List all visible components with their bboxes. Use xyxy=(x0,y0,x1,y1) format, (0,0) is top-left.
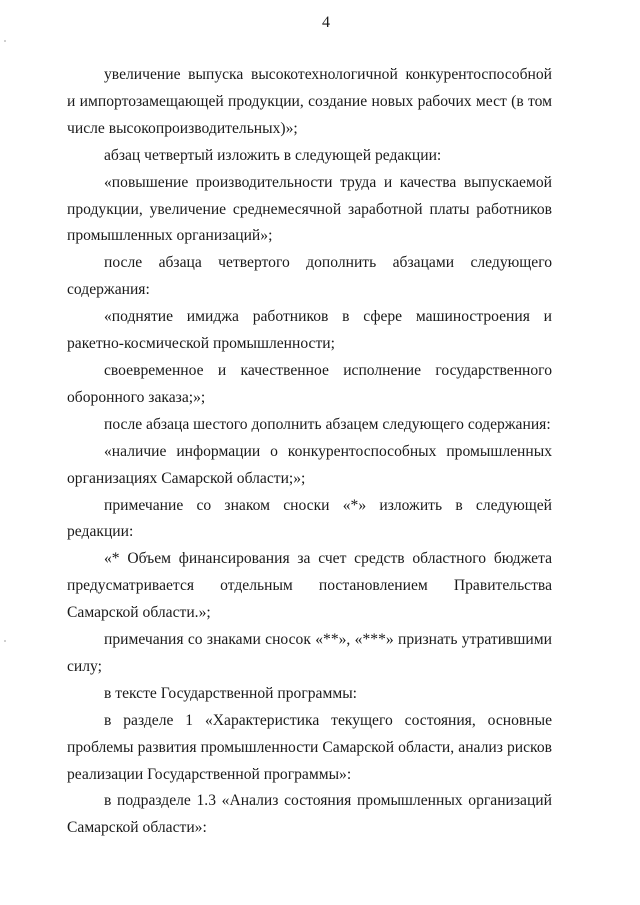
paragraph: примечания со знаками сносок «**», «***» признать утратившими силу; xyxy=(67,631,552,675)
paragraph: «поднятие имиджа работников в сфере машиностроения и ракетно-космической промышленности; xyxy=(67,308,552,353)
paragraph: своевременное и качественное исполнение государственного оборонного заказа;»; xyxy=(67,361,552,406)
paragraph: в тексте Государственной программы: xyxy=(104,684,358,702)
paragraph: после абзаца шестого дополнить абзацем следующего содержания: xyxy=(104,415,551,433)
paragraph: «* Объем финансирования за счет средств областного бюджета предусматривается отдельным постановлением Правительства Самарской области.»; xyxy=(67,550,552,622)
paragraph: абзац четвертый изложить в следующей редакции: xyxy=(104,146,442,164)
paragraph: примечание со знаком сноски «*» изложить в следующей редакции: xyxy=(67,496,552,541)
scan-artifact xyxy=(4,640,6,642)
paragraph: в подразделе 1.3 «Анализ состояния промышленных организаций Самарской области»: xyxy=(67,792,552,837)
paragraph: «повышение производительности труда и качества выпускаемой продукции, увеличение среднемесячной заработной платы работников промышленных организаций»; xyxy=(67,173,552,245)
page-number: 4 xyxy=(322,14,330,31)
scan-artifact xyxy=(4,40,6,42)
paragraph: увеличение выпуска высокотехнологичной конкурентоспособной и импортозамещающей продукции, создание новых рабочих мест (в том числе высокопроизводительных)»; xyxy=(67,66,552,137)
document-body xyxy=(67,62,552,842)
paragraph: в разделе 1 «Характеристика текущего состояния, основные проблемы развития промышленности Самарской области, анализ рисков реализации Государственной программы»: xyxy=(67,711,552,783)
paragraph: «наличие информации о конкурентоспособных промышленных организациях Самарской области;»; xyxy=(67,442,552,487)
paragraph: после абзаца четвертого дополнить абзацами следующего содержания: xyxy=(67,254,552,299)
